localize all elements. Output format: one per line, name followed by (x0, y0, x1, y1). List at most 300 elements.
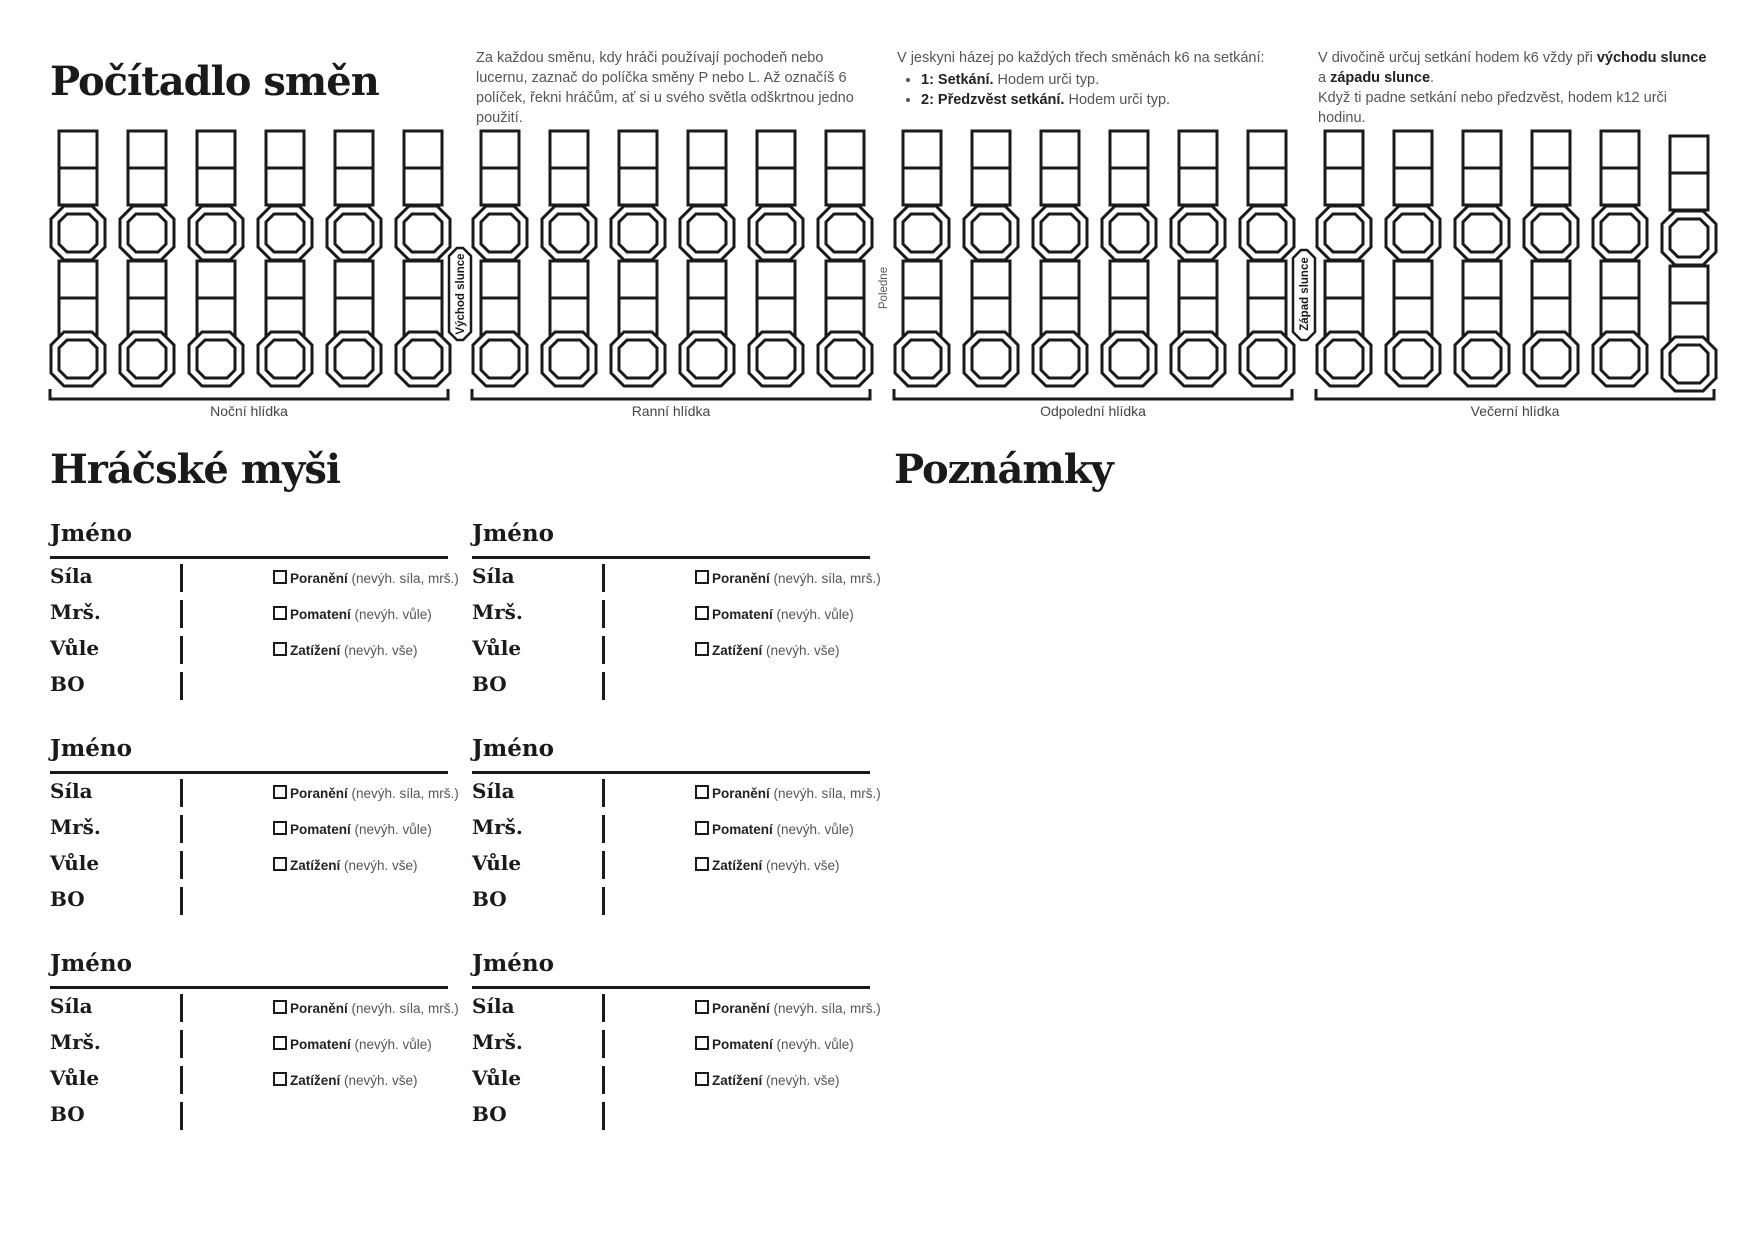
condition-checkbox[interactable] (695, 1036, 709, 1050)
condition-checkbox[interactable] (695, 570, 709, 584)
stat-will-divider (602, 1066, 605, 1094)
stat-strength-divider (602, 994, 605, 1022)
stat-will-divider (180, 636, 183, 664)
condition-name: Zatížení (290, 1073, 341, 1088)
shift-cell (404, 131, 442, 168)
shift-octagon-inner (903, 214, 941, 252)
encounter-list (897, 70, 1287, 110)
shift-cell (1041, 131, 1079, 168)
shift-octagon-inner (335, 214, 373, 252)
shift-cell (972, 298, 1010, 335)
shift-cell (1248, 261, 1286, 298)
shift-cell (1601, 131, 1639, 168)
shift-octagon-inner (1041, 214, 1079, 252)
noon-marker-label: Poledne (878, 266, 890, 310)
shift-cell (335, 298, 373, 335)
condition-detail: (nevýh. vůle) (350, 607, 432, 622)
stat-hp-divider (602, 1102, 605, 1130)
segment-label-night: Noční hlídka (210, 403, 288, 419)
stat-hp-divider (180, 887, 183, 915)
shift-cell (619, 261, 657, 298)
shift-octagon-inner (972, 340, 1010, 378)
condition-row (273, 642, 418, 658)
shift-octagon-inner (1110, 214, 1148, 252)
condition-row (695, 1000, 881, 1016)
condition-checkbox[interactable] (273, 1036, 287, 1050)
stat-will-label: Vůle (50, 636, 100, 660)
shift-cell (481, 168, 519, 205)
condition-name: Poranění (712, 786, 770, 801)
condition-name: Poranění (290, 571, 348, 586)
shift-cell (972, 131, 1010, 168)
segment-label-afternoon: Odpolední hlídka (1040, 403, 1146, 419)
shift-octagon-inner (1532, 340, 1570, 378)
name-line[interactable] (50, 771, 448, 774)
shift-cell (550, 131, 588, 168)
shift-cell (826, 298, 864, 335)
shift-cell (1110, 131, 1148, 168)
shift-cell (59, 261, 97, 298)
shift-cell (1041, 261, 1079, 298)
shift-cell (266, 131, 304, 168)
condition-checkbox[interactable] (273, 821, 287, 835)
shift-octagon-inner (197, 340, 235, 378)
shift-octagon-inner (826, 214, 864, 252)
shift-octagon-inner (1248, 340, 1286, 378)
shift-cell (550, 261, 588, 298)
shift-cell (903, 131, 941, 168)
stat-strength-label: Síla (50, 779, 93, 803)
shift-cell (903, 261, 941, 298)
condition-row (273, 570, 459, 586)
condition-name: Zatížení (712, 1073, 763, 1088)
shift-octagon-inner (481, 214, 519, 252)
condition-checkbox[interactable] (273, 1072, 287, 1086)
shift-cell (1394, 168, 1432, 205)
shift-octagon-inner (1110, 340, 1148, 378)
shift-octagon-inner (619, 214, 657, 252)
condition-name: Pomatení (290, 1037, 351, 1052)
stat-will-divider (602, 851, 605, 879)
shift-cell (619, 131, 657, 168)
condition-name: Poranění (712, 1001, 770, 1016)
shift-cell (688, 261, 726, 298)
shift-cell (1532, 298, 1570, 335)
shift-cell (128, 168, 166, 205)
condition-checkbox[interactable] (273, 606, 287, 620)
condition-checkbox[interactable] (695, 1000, 709, 1014)
name-line[interactable] (472, 986, 870, 989)
condition-detail: (nevýh. vše) (762, 643, 840, 658)
condition-row (273, 1000, 459, 1016)
shift-cell (266, 298, 304, 335)
shift-cell (1670, 173, 1708, 210)
shift-cell (757, 131, 795, 168)
condition-row (273, 785, 459, 801)
stat-dexterity-divider (180, 600, 183, 628)
sunset-marker-label: Západ slunce (1299, 257, 1311, 331)
shift-cell (1394, 131, 1432, 168)
mouse-card (50, 520, 459, 710)
shift-octagon-inner (550, 340, 588, 378)
shift-octagon-inner (335, 340, 373, 378)
mouse-card (472, 950, 881, 1140)
shift-cell (1601, 261, 1639, 298)
condition-detail: (nevýh. síla, mrš.) (769, 786, 881, 801)
shift-octagon-inner (1394, 214, 1432, 252)
mouse-name-label: Jméno (472, 950, 554, 977)
condition-row (273, 1036, 432, 1052)
condition-checkbox[interactable] (695, 1072, 709, 1086)
shift-octagon-inner (266, 214, 304, 252)
condition-name: Pomatení (712, 607, 773, 622)
stat-dexterity-label: Mrš. (472, 1030, 523, 1054)
shift-cell (1394, 261, 1432, 298)
stat-strength-label: Síla (50, 994, 93, 1018)
shift-cell (826, 168, 864, 205)
shift-octagon-inner (1041, 340, 1079, 378)
condition-checkbox[interactable] (695, 785, 709, 799)
mouse-name-label: Jméno (472, 520, 554, 547)
shift-octagon-inner (481, 340, 519, 378)
condition-row (695, 1072, 840, 1088)
stat-hp-divider (602, 672, 605, 700)
shift-cell (1041, 298, 1079, 335)
shift-octagon-inner (128, 214, 166, 252)
condition-checkbox[interactable] (273, 642, 287, 656)
mouse-card (472, 520, 881, 710)
condition-row (273, 857, 418, 873)
stat-hp-divider (602, 887, 605, 915)
instructions-cave-intro: V jeskyni házej po každých třech směnách k6 na setkání: (897, 50, 1265, 66)
shift-octagon-inner (619, 340, 657, 378)
encounter-item: • 1: Setkání. Hodem urči typ. (921, 70, 1287, 90)
shift-cell (1325, 131, 1363, 168)
stat-dexterity-divider (602, 600, 605, 628)
shift-cell (1248, 168, 1286, 205)
condition-detail: (nevýh. vůle) (772, 607, 854, 622)
condition-row (695, 642, 840, 658)
shift-cell (1110, 168, 1148, 205)
condition-checkbox[interactable] (695, 606, 709, 620)
condition-name: Pomatení (290, 822, 351, 837)
shift-cell (1179, 168, 1217, 205)
shift-cell (1325, 261, 1363, 298)
notes-area[interactable] (894, 500, 1714, 1140)
condition-checkbox[interactable] (273, 570, 287, 584)
segment-bracket (472, 389, 870, 399)
stat-strength-divider (602, 779, 605, 807)
shift-octagon-inner (1325, 340, 1363, 378)
shift-cell (826, 261, 864, 298)
shift-cell (1532, 168, 1570, 205)
stat-dexterity-label: Mrš. (50, 1030, 101, 1054)
stat-dexterity-label: Mrš. (472, 815, 523, 839)
shift-cell (903, 168, 941, 205)
shift-octagon-inner (197, 214, 235, 252)
stat-hp-label: BO (50, 1102, 85, 1126)
condition-detail: (nevýh. síla, mrš.) (769, 571, 881, 586)
condition-name: Zatížení (290, 643, 341, 658)
condition-checkbox[interactable] (273, 857, 287, 871)
stat-dexterity-divider (180, 815, 183, 843)
stat-hp-label: BO (472, 887, 507, 911)
stat-will-label: Vůle (472, 1066, 522, 1090)
shift-octagon-inner (404, 214, 442, 252)
segment-label-morning: Ranní hlídka (631, 403, 711, 419)
shift-cell (197, 168, 235, 205)
shift-cell (688, 131, 726, 168)
shift-octagon-inner (757, 214, 795, 252)
shift-cell (197, 261, 235, 298)
condition-detail: (nevýh. síla, mrš.) (769, 1001, 881, 1016)
shift-cell (59, 298, 97, 335)
shift-octagon-inner (128, 340, 166, 378)
shift-cell (1463, 131, 1501, 168)
segment-bracket (1316, 389, 1714, 399)
segment-bracket (894, 389, 1292, 399)
mouse-name-label: Jméno (50, 735, 132, 762)
shift-cell (1670, 266, 1708, 303)
condition-row (273, 821, 432, 837)
instructions-cave (897, 48, 1287, 110)
name-line[interactable] (50, 556, 448, 559)
shift-octagon-inner (1325, 214, 1363, 252)
notes-title: Poznámky (894, 446, 1113, 493)
stat-strength-divider (180, 779, 183, 807)
stat-will-label: Vůle (472, 851, 522, 875)
shift-octagon-inner (1394, 340, 1432, 378)
instructions-lighting (476, 48, 866, 128)
stat-hp-divider (180, 1102, 183, 1130)
shift-octagon-inner (1179, 214, 1217, 252)
shift-octagon-inner (59, 340, 97, 378)
stat-dexterity-label: Mrš. (50, 815, 101, 839)
mouse-name-label: Jméno (50, 520, 132, 547)
stat-strength-label: Síla (472, 994, 515, 1018)
shift-cell (550, 298, 588, 335)
shift-cell (757, 168, 795, 205)
shift-cell (1248, 131, 1286, 168)
shift-cell (1394, 298, 1432, 335)
shift-cell (481, 261, 519, 298)
shift-cell (128, 298, 166, 335)
mouse-name-label: Jméno (50, 950, 132, 977)
stat-will-divider (180, 851, 183, 879)
condition-row (695, 821, 854, 837)
shift-cell (197, 131, 235, 168)
shift-cell (972, 168, 1010, 205)
stat-strength-divider (180, 564, 183, 592)
condition-detail: (nevýh. vše) (340, 858, 418, 873)
condition-detail: (nevýh. vše) (340, 643, 418, 658)
shift-octagon-inner (59, 214, 97, 252)
shift-cell (1670, 136, 1708, 173)
mouse-card (50, 950, 459, 1140)
condition-row (695, 606, 854, 622)
shift-octagon-inner (550, 214, 588, 252)
name-line[interactable] (50, 986, 448, 989)
shift-cell (197, 298, 235, 335)
player-mice-title: Hráčské myši (50, 446, 341, 493)
condition-row (273, 606, 432, 622)
condition-name: Poranění (290, 786, 348, 801)
shift-octagon-inner (1670, 345, 1708, 383)
condition-detail: (nevýh. síla, mrš.) (347, 1001, 459, 1016)
condition-row (695, 570, 881, 586)
stat-dexterity-divider (180, 1030, 183, 1058)
shift-octagon-inner (266, 340, 304, 378)
shift-cell (481, 131, 519, 168)
shift-octagon-inner (1532, 214, 1570, 252)
condition-name: Poranění (290, 1001, 348, 1016)
condition-name: Pomatení (712, 1037, 773, 1052)
condition-detail: (nevýh. vůle) (350, 1037, 432, 1052)
condition-checkbox[interactable] (695, 857, 709, 871)
shift-cell (550, 168, 588, 205)
shift-cell (1601, 298, 1639, 335)
shift-cell (335, 168, 373, 205)
condition-checkbox[interactable] (273, 1000, 287, 1014)
condition-name: Pomatení (712, 822, 773, 837)
shift-cell (128, 261, 166, 298)
condition-name: Pomatení (290, 607, 351, 622)
shift-octagon-inner (757, 340, 795, 378)
stat-dexterity-label: Mrš. (472, 600, 523, 624)
name-line[interactable] (472, 556, 870, 559)
shift-cell (266, 261, 304, 298)
shift-octagon-inner (826, 340, 864, 378)
stat-hp-divider (180, 672, 183, 700)
stat-hp-label: BO (50, 672, 85, 696)
shift-cell (335, 261, 373, 298)
shift-octagon-inner (1248, 214, 1286, 252)
mouse-card (50, 735, 459, 925)
shift-cell (1532, 261, 1570, 298)
shift-octagon-inner (1179, 340, 1217, 378)
shift-cell (404, 298, 442, 335)
shift-octagon-inner (688, 214, 726, 252)
shift-octagon-inner (972, 214, 1010, 252)
shift-octagon-inner (1463, 340, 1501, 378)
shift-cell (826, 131, 864, 168)
shift-cell (619, 168, 657, 205)
shift-cell (1325, 168, 1363, 205)
shift-tracker-title: Počítadlo směn (50, 58, 379, 105)
shift-cell (481, 298, 519, 335)
condition-detail: (nevýh. síla, mrš.) (347, 786, 459, 801)
shift-cell (757, 298, 795, 335)
shift-cell (404, 168, 442, 205)
shift-cell (1041, 168, 1079, 205)
stat-hp-label: BO (472, 1102, 507, 1126)
condition-row (273, 1072, 418, 1088)
condition-name: Poranění (712, 571, 770, 586)
shift-cell (1248, 298, 1286, 335)
shift-cell (1325, 298, 1363, 335)
stat-strength-label: Síla (472, 779, 515, 803)
shift-cell (1110, 261, 1148, 298)
name-line[interactable] (472, 771, 870, 774)
stat-dexterity-label: Mrš. (50, 600, 101, 624)
shift-cell (59, 131, 97, 168)
stat-strength-label: Síla (50, 564, 93, 588)
condition-detail: (nevýh. vše) (762, 1073, 840, 1088)
segment-bracket (50, 389, 448, 399)
condition-detail: (nevýh. vůle) (350, 822, 432, 837)
stat-will-divider (602, 636, 605, 664)
shift-cell (59, 168, 97, 205)
shift-cell (1463, 261, 1501, 298)
stat-will-divider (180, 1066, 183, 1094)
shift-cell (335, 131, 373, 168)
instructions-wilderness-hour: Když ti padne setkání nebo předzvěst, hodem k12 urči hodinu. (1318, 90, 1668, 126)
shift-cell (266, 168, 304, 205)
condition-detail: (nevýh. vše) (762, 858, 840, 873)
condition-checkbox[interactable] (273, 785, 287, 799)
stat-will-label: Vůle (472, 636, 522, 660)
stat-strength-label: Síla (472, 564, 515, 588)
condition-detail: (nevýh. vůle) (772, 822, 854, 837)
condition-detail: (nevýh. síla, mrš.) (347, 571, 459, 586)
shift-cell (1532, 131, 1570, 168)
condition-name: Zatížení (712, 643, 763, 658)
shift-octagon-inner (688, 340, 726, 378)
shift-cell (688, 298, 726, 335)
shift-octagon-inner (1463, 214, 1501, 252)
stat-strength-divider (180, 994, 183, 1022)
shift-octagon-inner (903, 340, 941, 378)
shift-octagon-inner (1601, 340, 1639, 378)
shift-octagon-inner (1601, 214, 1639, 252)
shift-cell (688, 168, 726, 205)
stat-dexterity-divider (602, 815, 605, 843)
shift-octagon-inner (404, 340, 442, 378)
shift-cell (972, 261, 1010, 298)
encounter-item: • 2: Předzvěst setkání. Hodem urči typ. (921, 90, 1287, 110)
shift-cell (128, 131, 166, 168)
mouse-name-label: Jméno (472, 735, 554, 762)
instructions-lighting-text: Za každou směnu, kdy hráči používají pochodeň nebo lucernu, zaznač do políčka směny P nebo L. Až označíš 6 políček, řekni hráčům, ať si u svého světla odškrtnou jedno použití. (476, 50, 854, 126)
condition-checkbox[interactable] (695, 642, 709, 656)
condition-detail: (nevýh. vůle) (772, 1037, 854, 1052)
shift-cell (1110, 298, 1148, 335)
shift-octagon-inner (1670, 219, 1708, 257)
segment-label-evening: Večerní hlídka (1470, 403, 1560, 419)
shift-cell (619, 298, 657, 335)
shift-cell (903, 298, 941, 335)
stat-strength-divider (602, 564, 605, 592)
condition-checkbox[interactable] (695, 821, 709, 835)
shift-cell (757, 261, 795, 298)
stat-hp-label: BO (50, 887, 85, 911)
shift-cell (1463, 298, 1501, 335)
shift-cell (1179, 298, 1217, 335)
instructions-wilderness: V divočině určuj setkání hodem k6 vždy při východu slunce a západu slunce. Když ti padne setkání nebo předzvěst, hodem k12 urči hodinu. (1318, 50, 1707, 126)
condition-name: Zatížení (712, 858, 763, 873)
stat-dexterity-divider (602, 1030, 605, 1058)
shift-cell (1463, 168, 1501, 205)
condition-name: Zatížení (290, 858, 341, 873)
shift-cell (1601, 168, 1639, 205)
stat-hp-label: BO (472, 672, 507, 696)
mouse-card (472, 735, 881, 925)
condition-row (695, 857, 840, 873)
shift-cell (1670, 303, 1708, 340)
condition-detail: (nevýh. vše) (340, 1073, 418, 1088)
sunrise-marker-label: Východ slunce (455, 253, 467, 335)
condition-row (695, 1036, 854, 1052)
